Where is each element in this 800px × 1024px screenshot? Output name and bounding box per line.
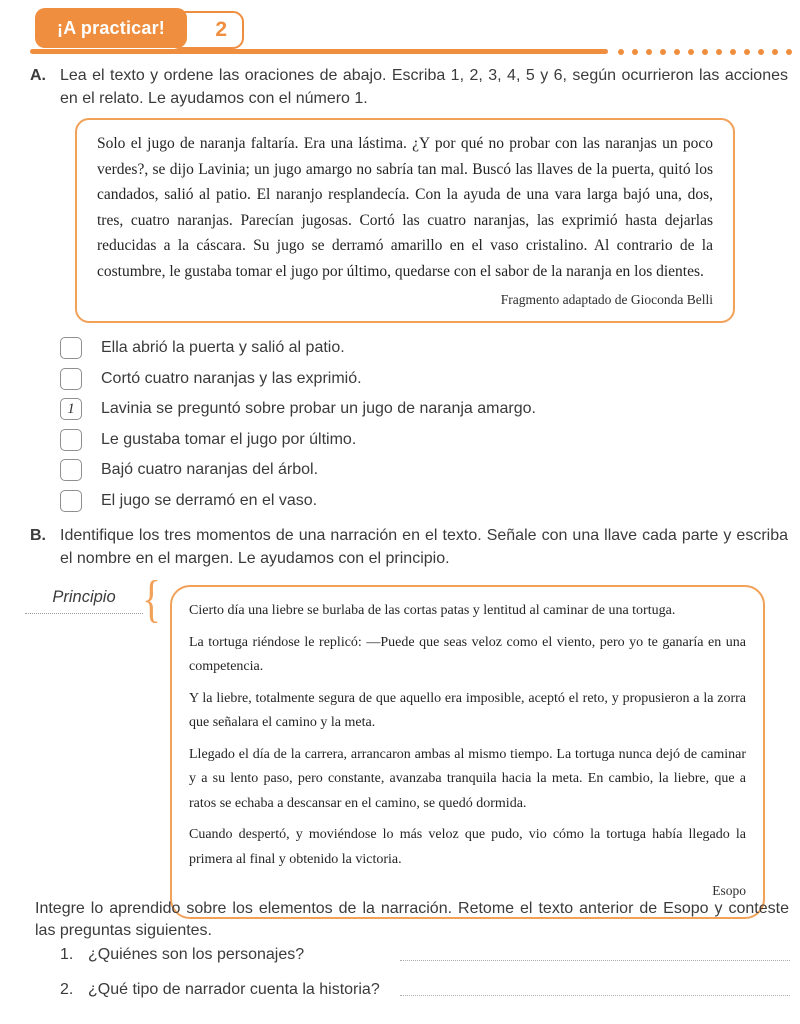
dot-icon (632, 49, 638, 55)
section-b-instructions-row (30, 524, 788, 570)
fable-paragraph: La tortuga riéndose le replicó: —Puede que seas veloz como el viento, pero yo te ganaría en una competencia. (189, 634, 746, 674)
passage-box-b (170, 585, 765, 919)
section-b-instructions: Identifique los tres momentos de una narración en el texto. Señale con una llave cada parte y escriba el nombre en el margen. Le ayudamos con el principio. (60, 527, 788, 567)
dot-icon (786, 49, 792, 55)
dot-icon (688, 49, 694, 55)
header-rule (30, 49, 608, 54)
question-row (60, 946, 790, 964)
order-checkbox[interactable]: 1 (60, 398, 82, 420)
order-item-text: Ella abrió la puerta y salió al patio. (101, 339, 345, 356)
order-checkbox[interactable] (60, 459, 82, 481)
integration-instructions: Integre lo aprendido sobre los elementos de la narración. Retome el texto anterior de Esopo y conteste las preguntas siguientes. (35, 900, 789, 939)
dotted-separator (618, 49, 792, 55)
practice-badge (35, 8, 187, 48)
dot-icon (674, 49, 680, 55)
fable-paragraph: Cierto día una liebre se burlaba de las cortas patas y lentitud al caminar de una tortuga. (189, 603, 676, 618)
order-checkbox[interactable] (60, 429, 82, 451)
section-a-instructions: Lea el texto y ordene las oraciones de abajo. Escriba 1, 2, 3, 4, 5 y 6, según ocurrieron las acciones en el relato. Le ayudamos con el número 1. (60, 67, 788, 107)
margin-label-principio: Principio (25, 588, 143, 614)
fable-paragraph: Y la liebre, totalmente segura de que aquello era imposible, aceptó el reto, y propusieron a la zorra que señalara el camino y la meta. (189, 690, 746, 730)
passage-b-attribution: Esopo (712, 883, 746, 898)
order-row (60, 398, 536, 420)
order-row (60, 368, 536, 390)
section-a-instructions-row (30, 64, 788, 110)
order-item-text: Le gustaba tomar el jugo por último. (101, 430, 357, 448)
order-row (60, 429, 536, 451)
order-row (60, 459, 536, 481)
question-number: 2. (60, 981, 74, 998)
answer-line[interactable] (400, 946, 790, 961)
order-checkbox[interactable] (60, 337, 82, 359)
section-a-label: A. (30, 67, 46, 84)
order-item-text: El jugo se derramó en el vaso. (101, 491, 318, 509)
dot-icon (772, 49, 778, 55)
unit-number: 2 (215, 18, 227, 41)
dot-icon (702, 49, 708, 55)
order-checkbox[interactable] (60, 490, 82, 512)
answer-line[interactable] (400, 981, 790, 996)
passage-box-a (75, 118, 735, 323)
passage-a-attribution: Fragmento adaptado de Gioconda Belli (500, 292, 713, 307)
brace-icon: { (142, 571, 161, 628)
dot-icon (716, 49, 722, 55)
question-text: ¿Qué tipo de narrador cuenta la historia? (88, 981, 380, 998)
question-number: 1. (60, 946, 74, 963)
section-b-label: B. (30, 527, 46, 544)
order-list (60, 337, 536, 512)
dot-icon (758, 49, 764, 55)
fable-paragraph: Llegado el día de la carrera, arrancaron ambas al mismo tiempo. La tortuga nunca dejó de caminar y a su lento paso, pero constante, avanzaba tranquila hacia la meta. En cambio, la liebre, que a ratos se echaba a descansar en el camino, se quedó dormida. (189, 746, 746, 811)
order-row (60, 490, 536, 512)
passage-a-text: Solo el jugo de naranja faltaría. Era una lástima. ¿Y por qué no probar con las naranjas un poco verdes?, se dijo Lavinia; un jugo amargo no sabría tan mal. Buscó las llaves de la puerta, quitó los candados, salió al patio. El naranjo resplandecía. Con la ayuda de una vara larga bajó una, dos, tres, cuatro naranjas. Parecían jugosas. Cortó las cuatro naranjas, las exprimió hasta dejarlas reducidas a la cáscara. Su jugo se derramó amarillo en el vaso cristalino. Al contrario de la costumbre, le gustaba tomar el jugo por último, quedarse con el sabor de la naranja en los dientes. (97, 135, 713, 280)
order-item-text: Lavinia se preguntó sobre probar un jugo de naranja amargo. (101, 400, 536, 417)
question-text: ¿Quiénes son los personajes? (88, 946, 305, 963)
dot-icon (730, 49, 736, 55)
order-item-text: Cortó cuatro naranjas y las exprimió. (101, 369, 362, 387)
dot-icon (660, 49, 666, 55)
dot-icon (646, 49, 652, 55)
practice-badge-label: ¡A practicar! (57, 17, 165, 38)
order-item-text: Bajó cuatro naranjas del árbol. (101, 461, 319, 478)
order-checkbox[interactable] (60, 368, 82, 390)
question-row (60, 981, 790, 999)
dot-icon (744, 49, 750, 55)
order-row (60, 337, 536, 359)
dot-icon (618, 49, 624, 55)
fable-paragraph: Cuando despertó, y moviéndose lo más veloz que pudo, vio cómo la tortuga había llegado la primera al final y obtenido la victoria. (189, 827, 746, 867)
